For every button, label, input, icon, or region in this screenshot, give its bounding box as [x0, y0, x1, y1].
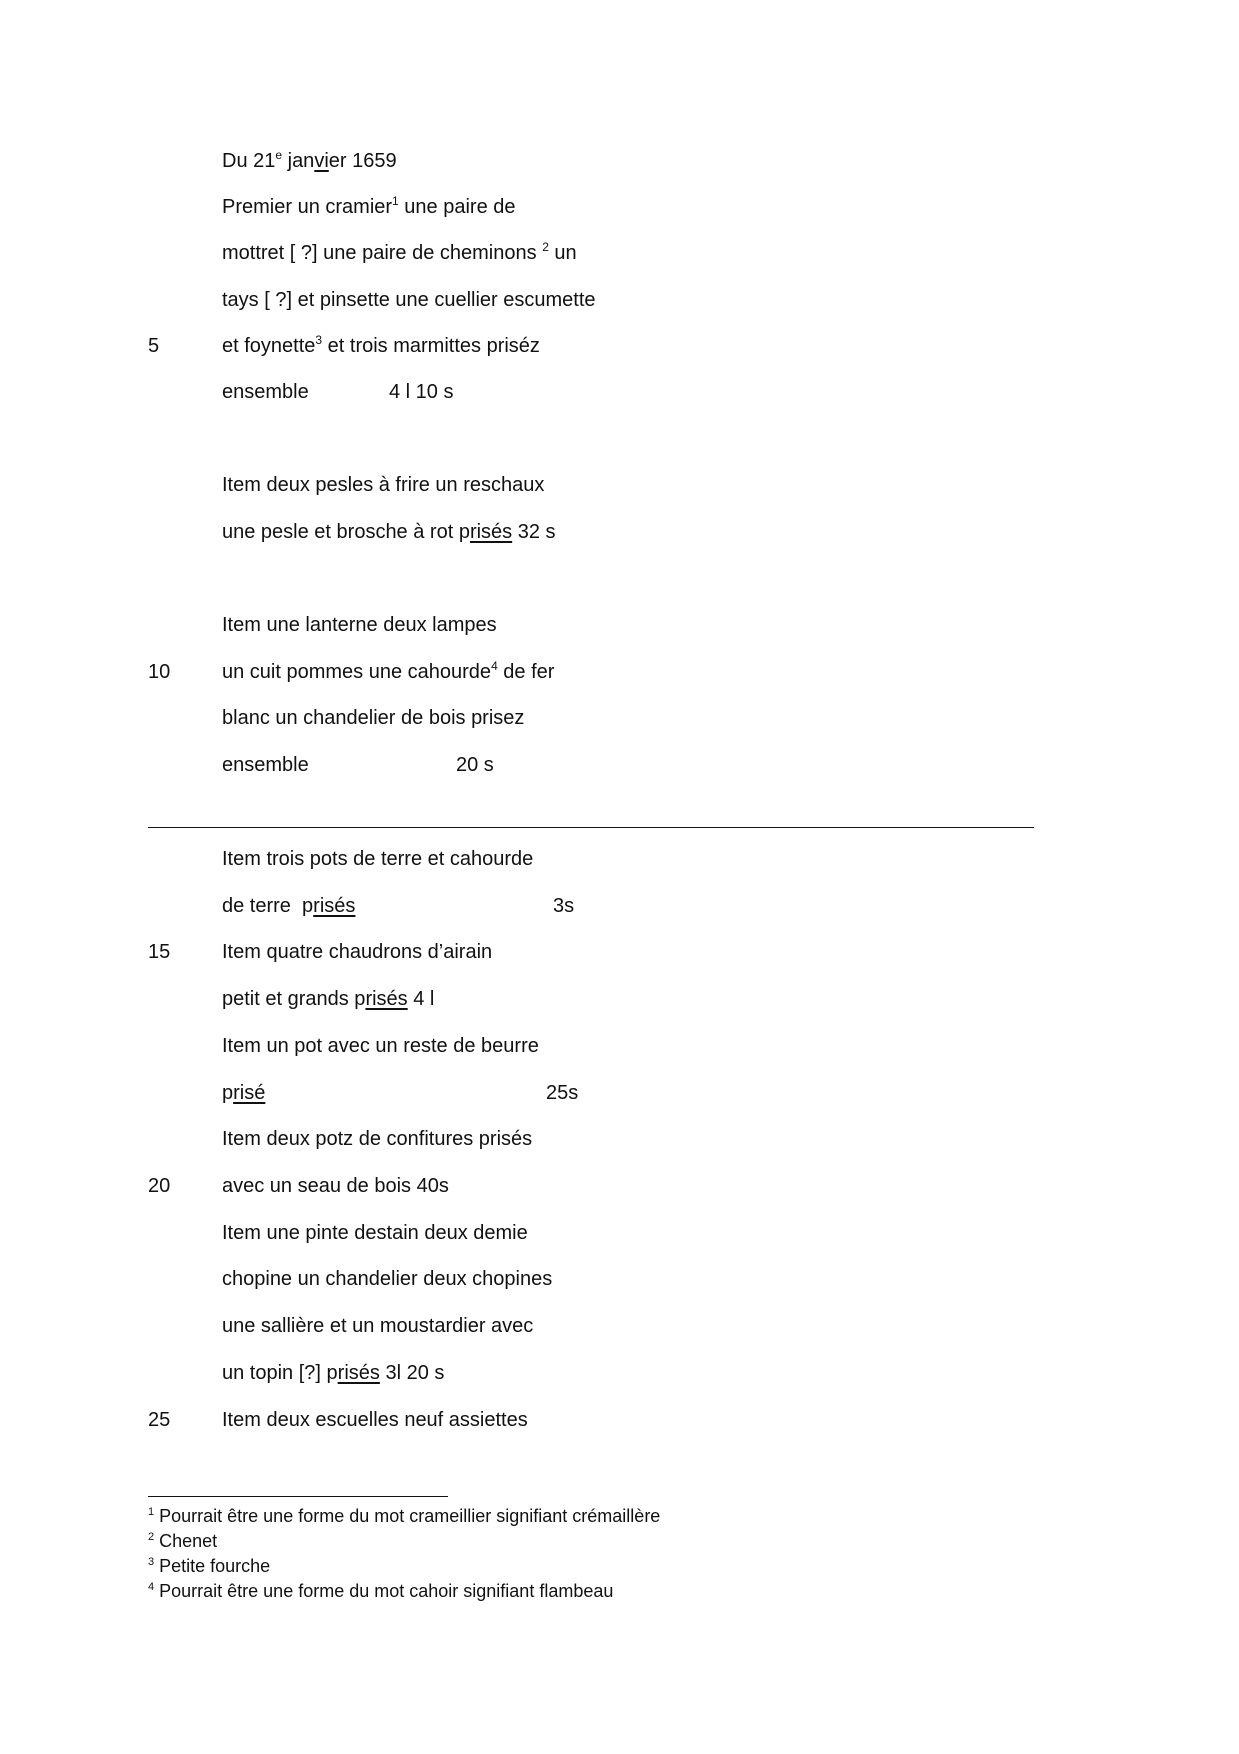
text-part: et foynette	[222, 335, 316, 357]
underlined-text: risés	[365, 988, 408, 1010]
line-text	[222, 238, 577, 268]
footnote	[148, 1504, 660, 1528]
line-text	[222, 1078, 265, 1108]
text-line	[0, 703, 1239, 733]
text-line	[0, 750, 1239, 780]
footnote	[148, 1529, 217, 1553]
date-underlined: vi	[314, 150, 329, 172]
text-part: petit et grands p	[222, 988, 366, 1010]
line-text: avec un seau de bois 40s	[222, 1175, 449, 1197]
line-text	[222, 192, 516, 222]
text-part: une pesle et brosche à rot p	[222, 521, 470, 543]
footnote-ref[interactable]: 2	[542, 240, 549, 254]
line-number: 10	[148, 661, 171, 683]
text-part: un cuit pommes une cahourde	[222, 661, 492, 683]
text-part: 32 s	[512, 521, 556, 543]
text-line	[0, 984, 1239, 1014]
footnote-number: 1	[148, 1506, 155, 1518]
date-line	[0, 146, 1239, 176]
date-part: er 1659	[328, 150, 397, 172]
date-part: Du 21	[222, 150, 276, 172]
date-text	[222, 146, 397, 176]
text-line	[0, 331, 1239, 361]
text-line	[0, 937, 1239, 967]
line-text	[222, 891, 355, 921]
line-number: 25	[148, 1409, 171, 1431]
line-text: Item trois pots de terre et cahourde	[222, 848, 534, 870]
footnote-number: 2	[148, 1531, 155, 1543]
footnote-number: 3	[148, 1556, 155, 1568]
text-line	[0, 1405, 1239, 1435]
text-part: 4 l	[407, 988, 435, 1010]
line-number: 15	[148, 941, 171, 963]
text-part: mottret [ ?] une paire de cheminons	[222, 242, 543, 264]
text-line	[0, 192, 1239, 222]
text-line	[0, 657, 1239, 687]
text-line	[0, 610, 1239, 640]
date-part: jan	[282, 150, 315, 172]
footnote-text: Chenet	[154, 1531, 218, 1551]
underlined-text: risé	[233, 1082, 266, 1104]
line-text: tays [ ?] et pinsette une cuellier escumette	[222, 289, 596, 311]
footnote-text: Pourrait être une forme du mot crameillier signifiant crémaillère	[154, 1506, 661, 1526]
amount: 3s	[553, 895, 575, 917]
line-text	[222, 984, 434, 1014]
text-line	[0, 1358, 1239, 1388]
footnote-text: Pourrait être une forme du mot cahoir signifiant flambeau	[154, 1581, 614, 1601]
line-text: ensemble	[222, 754, 309, 776]
text-line	[0, 1078, 1239, 1108]
amount: 20 s	[456, 754, 494, 776]
text-part: Premier un cramier	[222, 196, 393, 218]
line-text: chopine un chandelier deux chopines	[222, 1268, 553, 1290]
underlined-text: risés	[337, 1362, 380, 1384]
underlined-text: risés	[469, 521, 513, 543]
text-part: de terre p	[222, 895, 314, 917]
text-line	[0, 238, 1239, 268]
text-line	[0, 377, 1239, 407]
footnote-number: 4	[148, 1581, 155, 1593]
line-number: 20	[148, 1175, 171, 1197]
text-line	[0, 1311, 1239, 1341]
footnote-text: Petite fourche	[154, 1556, 271, 1576]
text-line	[0, 891, 1239, 921]
line-text: ensemble	[222, 381, 309, 403]
footnote	[148, 1579, 613, 1603]
underlined-text: risés	[313, 895, 356, 917]
text-line	[0, 517, 1239, 547]
text-line	[0, 470, 1239, 500]
line-text: Item quatre chaudrons d’airain	[222, 941, 493, 963]
text-part: de fer	[497, 661, 555, 683]
text-line	[0, 1031, 1239, 1061]
text-part: p	[222, 1082, 234, 1104]
text-line	[0, 1171, 1239, 1201]
footnote-ref[interactable]: 1	[392, 194, 399, 208]
line-text: Item une pinte destain deux demie	[222, 1222, 528, 1244]
text-line	[0, 1264, 1239, 1294]
amount: 25s	[546, 1082, 579, 1104]
line-text: Item deux potz de confitures prisés	[222, 1128, 533, 1150]
text-line	[0, 844, 1239, 874]
line-text: une sallière et un moustardier avec	[222, 1315, 534, 1337]
line-text	[222, 657, 554, 687]
footnote-ref[interactable]: 4	[491, 659, 498, 673]
line-text	[222, 331, 540, 361]
amount: 4 l 10 s	[389, 381, 454, 403]
line-text: Item un pot avec un reste de beurre	[222, 1035, 539, 1057]
text-part: et trois marmittes priséz	[322, 335, 540, 357]
text-line	[0, 1124, 1239, 1154]
footnote	[148, 1554, 270, 1578]
section-divider	[148, 827, 1034, 828]
footnote-ref[interactable]: 3	[315, 333, 323, 347]
text-line	[0, 285, 1239, 315]
line-text: Item deux pesles à frire un reschaux	[222, 474, 545, 496]
line-text: blanc un chandelier de bois prisez	[222, 707, 525, 729]
line-text	[222, 1358, 444, 1388]
footnote-separator	[148, 1496, 448, 1497]
line-number: 5	[148, 335, 160, 357]
date-superscript: e	[275, 148, 283, 162]
line-text: Item une lanterne deux lampes	[222, 614, 497, 636]
text-part: un topin [?] p	[222, 1362, 338, 1384]
line-text: Item deux escuelles neuf assiettes	[222, 1409, 528, 1431]
text-line	[0, 1218, 1239, 1248]
text-part: une paire de	[398, 196, 516, 218]
text-part: 3l 20 s	[379, 1362, 445, 1384]
text-part: un	[548, 242, 577, 264]
line-text	[222, 517, 556, 547]
